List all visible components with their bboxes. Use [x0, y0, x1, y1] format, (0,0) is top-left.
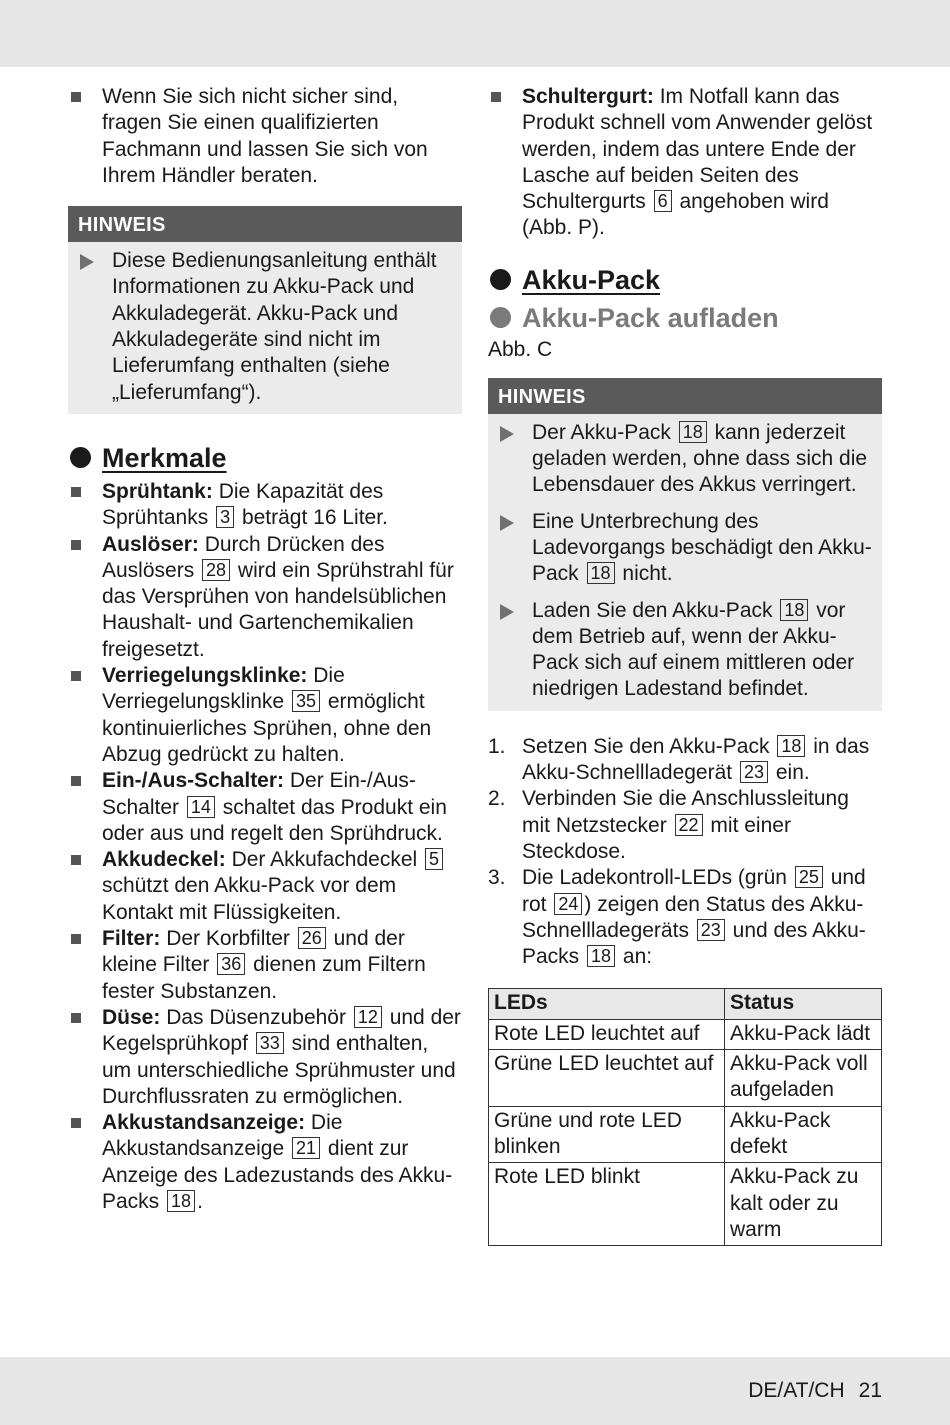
page-footer [0, 1357, 950, 1425]
reference-number: 23 [697, 919, 725, 941]
reference-number: 18 [587, 562, 615, 584]
table-cell: Akku-Pack defekt [725, 1106, 882, 1163]
square-bullet-icon [71, 92, 81, 102]
triangle-bullet-icon [500, 515, 514, 531]
figure-reference: Abb. C [488, 337, 553, 361]
reference-number: 12 [354, 1006, 382, 1028]
circle-bullet-icon [490, 307, 511, 328]
table-row [489, 1019, 882, 1049]
region-label: DE/AT/CH [748, 1379, 845, 1402]
square-bullet-icon [71, 671, 81, 681]
table-cell: Akku-Pack zu kalt oder zu warm [725, 1163, 882, 1246]
reference-number: 21 [292, 1137, 320, 1159]
table-row [489, 1163, 882, 1246]
right-column [488, 84, 882, 1246]
triangle-bullet-icon [500, 604, 514, 620]
reference-number: 18 [167, 1190, 195, 1212]
table-cell: Grüne und rote LED blinken [489, 1106, 725, 1163]
reference-number: 18 [587, 945, 615, 967]
square-bullet-icon [71, 776, 81, 786]
feature-item: Akkudeckel: Der Akkufachdeckel 5 schützt den Akku-Pack vor dem Kontakt mit Flüssigkeiten. [68, 847, 462, 926]
feature-item: Verriegelungsklinke: Die Verriegelungsklinke 35 ermöglicht kontinuierliches Sprühen, ohne den Abzug gedrückt zu halten. [68, 663, 462, 768]
reference-number: 14 [187, 796, 215, 818]
reference-number: 36 [217, 953, 245, 975]
reference-number: 18 [780, 599, 808, 621]
square-bullet-icon [71, 487, 81, 497]
steps-list [488, 734, 882, 971]
feature-item: Filter: Der Korbfilter 26 und der kleine Filter 36 dienen zum Filtern fester Substanzen. [68, 926, 462, 1005]
feature-item: Auslöser: Durch Drücken des Auslösers 28 wird ein Sprühstrahl für das Versprühen von handelsüblichen Haushalt- und Gartenchemikalien freigesetzt. [68, 532, 462, 663]
feature-item: Akkustandsanzeige: Die Akkustandsanzeige 21 dient zur Anzeige des Ladezustands des Akku-Packs 18 . [68, 1110, 462, 1215]
circle-bullet-icon [490, 269, 511, 290]
step-number: 1. [488, 734, 506, 758]
step-number: 2. [488, 787, 506, 811]
section-heading-merkmale: Merkmale [68, 442, 462, 474]
reference-number: 24 [554, 893, 582, 915]
note-box-left [68, 206, 462, 414]
step-item: 3. Die Ladekontroll-LEDs (grün 25 und rot 24 ) zeigen den Status des Akku-Schnellladegeräts 23 und des Akku-Packs 18 an: [488, 866, 866, 969]
reference-number: 5 [425, 848, 443, 870]
table-cell: Grüne LED leuchtet auf [489, 1050, 725, 1107]
reference-number: 25 [795, 866, 823, 888]
note-item: Der Akku-Pack 18 kann jederzeit geladen werden, ohne dass sich die Lebensdauer des Akkus verringert. [498, 420, 872, 499]
note-title: HINWEIS [68, 206, 462, 242]
square-bullet-icon [71, 855, 81, 865]
note-box-right [488, 378, 882, 711]
left-column [68, 84, 462, 1215]
reference-number: 26 [298, 927, 326, 949]
reference-number: 3 [216, 506, 234, 528]
square-bullet-icon [71, 540, 81, 550]
table-row [489, 1050, 882, 1107]
circle-bullet-icon [70, 447, 91, 468]
reference-number: 22 [675, 814, 703, 836]
square-bullet-icon [71, 934, 81, 944]
section-heading-akku-pack: Akku-Pack [488, 264, 882, 296]
note-title: HINWEIS [488, 378, 882, 414]
note-item: Laden Sie den Akku-Pack 18 vor dem Betrieb auf, wenn der Akku-Pack sich auf einem mittleren oder niedrigen Ladestand befindet. [498, 598, 872, 703]
reference-number: 23 [740, 761, 768, 783]
note-item: Eine Unterbrechung des Ladevorgangs beschädigt den Akku-Pack 18 nicht. [498, 509, 872, 588]
note-item: Diese Bedienungsanleitung enthält Informationen zu Akku-Pack und Akkuladegerät. Akku-Pack und Akkuladegeräte sind nicht im Lieferumfang enthalten (siehe „Lieferumfang“). [78, 248, 452, 406]
table-cell: Akku-Pack voll aufgeladen [725, 1050, 882, 1107]
table-cell: Akku-Pack lädt [725, 1019, 882, 1049]
reference-number: 35 [292, 690, 320, 712]
led-status-table [488, 988, 882, 1246]
reference-number: 18 [777, 735, 805, 757]
intro-bullet: Wenn Sie sich nicht sicher sind, fragen Sie einen qualifizierten Fachmann und lassen Sie sich von Ihrem Händler beraten. [68, 84, 462, 189]
triangle-bullet-icon [80, 254, 94, 270]
square-bullet-icon [491, 92, 501, 102]
triangle-bullet-icon [500, 426, 514, 442]
reference-number: 18 [679, 421, 707, 443]
step-item: 2. Verbinden Sie die Anschlussleitung mit Netzstecker 22 mit einer Steckdose. [488, 787, 849, 863]
top-margin-bar [0, 0, 950, 67]
table-header-row [489, 989, 882, 1019]
feature-item: Sprühtank: Die Kapazität des Sprühtanks 3 beträgt 16 Liter. [68, 479, 462, 532]
reference-number: 28 [202, 559, 230, 581]
feature-item: Ein-/Aus-Schalter: Der Ein-/Aus-Schalter 14 schaltet das Produkt ein oder aus und regelt den Sprühdruck. [68, 768, 462, 847]
reference-number: 6 [654, 190, 672, 212]
table-cell: Rote LED blinkt [489, 1163, 725, 1246]
step-number: 3. [488, 866, 506, 890]
feature-item: Düse: Das Düsenzubehör 12 und der Kegelsprühkopf 33 sind enthalten, um unterschiedliche Sprühmuster und Durchflussraten zu ermöglichen. [68, 1005, 462, 1110]
square-bullet-icon [71, 1118, 81, 1128]
table-cell: Rote LED leuchtet auf [489, 1019, 725, 1049]
reference-number: 33 [256, 1032, 284, 1054]
shoulder-strap-bullet: Schultergurt: Im Notfall kann das Produkt schnell vom Anwender gelöst werden, indem das untere Ende der Lasche auf beiden Seiten des Schultergurts 6 angehoben wird (Abb. P). [488, 84, 882, 242]
step-item: 1. Setzen Sie den Akku-Pack 18 in das Akku-Schnellladegerät 23 ein. [488, 734, 870, 785]
column-header: LEDs [489, 989, 725, 1019]
square-bullet-icon [71, 1013, 81, 1023]
footer-text [748, 1379, 882, 1403]
table-row [489, 1106, 882, 1163]
subsection-heading-aufladen: Akku-Pack aufladen [488, 302, 882, 334]
column-header: Status [725, 989, 882, 1019]
page-number: 21 [858, 1379, 882, 1402]
